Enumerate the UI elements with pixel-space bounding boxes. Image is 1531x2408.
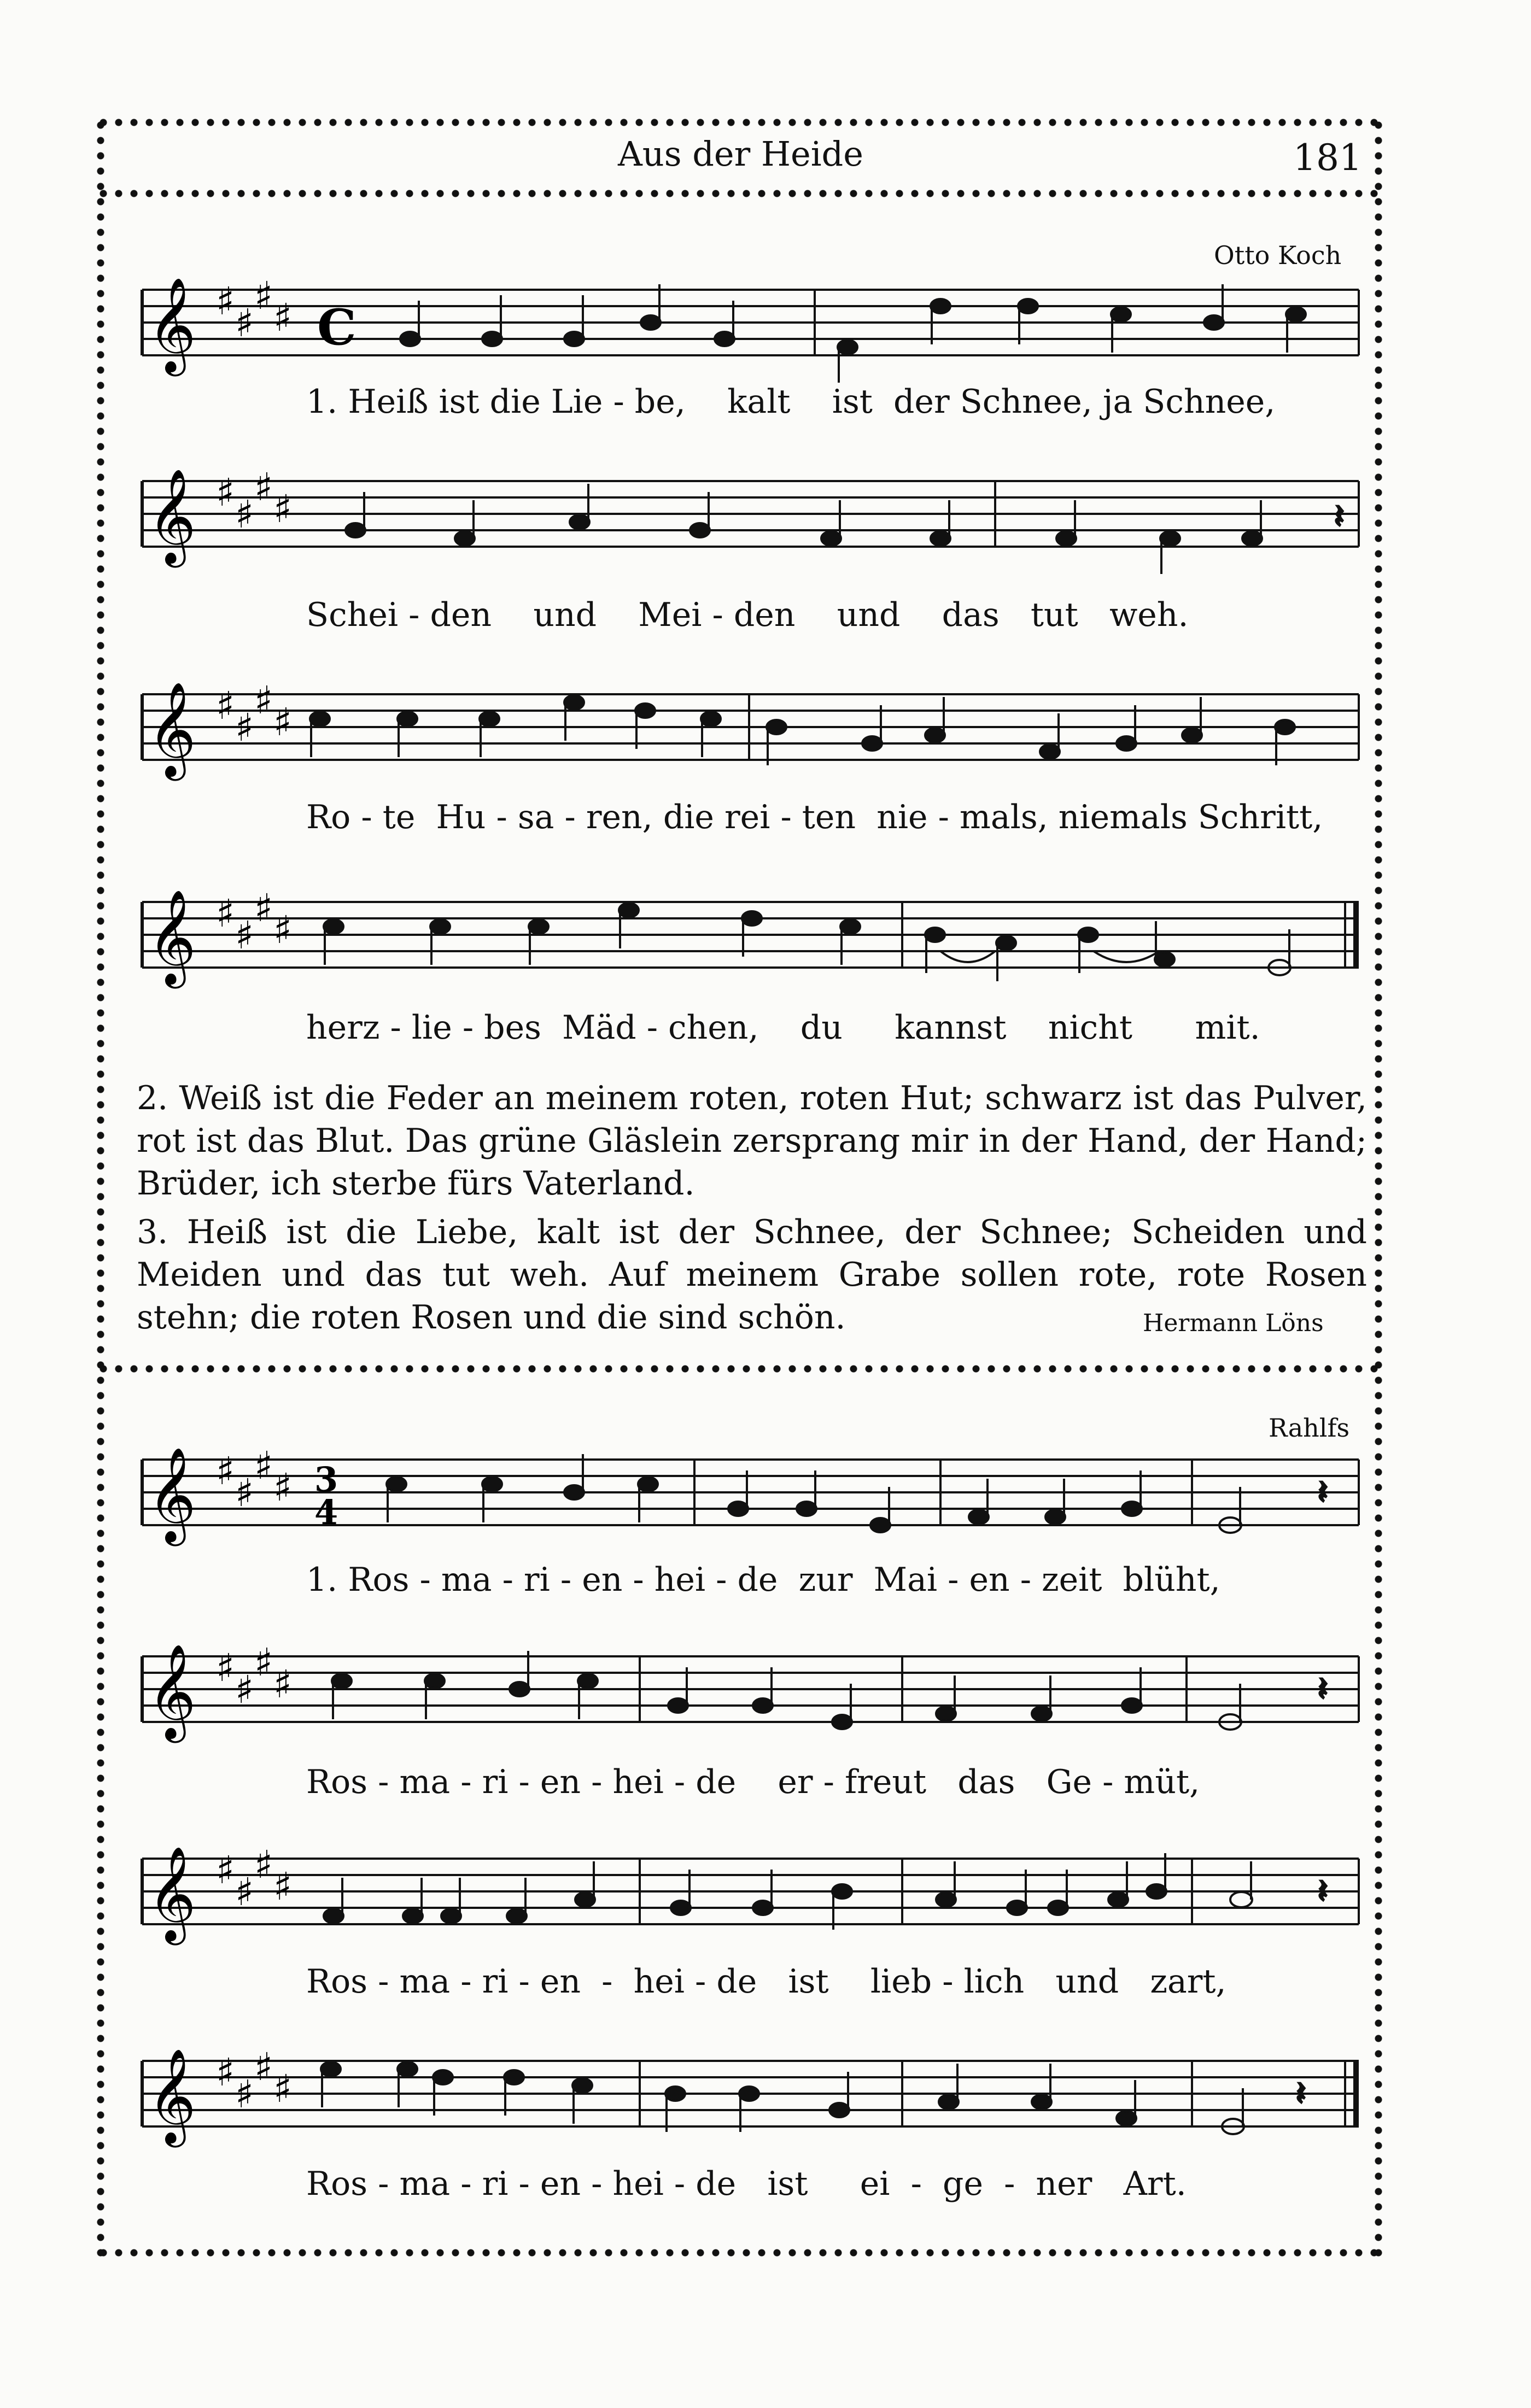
svg-text:𝄽: 𝄽 (1318, 1670, 1328, 1708)
svg-text:♯: ♯ (216, 1645, 235, 1690)
svg-text:𝄞: 𝄞 (148, 1846, 196, 1941)
page-number: 181 (1293, 137, 1362, 179)
svg-text:♯: ♯ (216, 279, 235, 324)
svg-text:𝄞: 𝄞 (148, 1447, 196, 1542)
svg-text:𝄞: 𝄞 (148, 682, 196, 777)
lyricist-credit: Hermann Löns (1143, 1309, 1324, 1337)
verse-3: 3. Heiß ist die Liebe, kalt ist der Schnee, der Schnee; Scheiden und Meiden und das tut weh. Auf meinem Grabe sollen rote, rote Rosen stehn; die roten Rosen und die sind schön. (137, 1213, 1367, 1337)
svg-text:♯: ♯ (254, 1640, 273, 1685)
staff-svg (142, 262, 1359, 372)
verse-2: 2. Weiß ist die Feder an meinem roten, roten Hut; schwarz ist das Pulver, rot ist das Blut. Das grüne Gläslein zersprang mir in der Hand, der Hand; Brüder, ich sterbe fürs Vaterland. (137, 1079, 1367, 1203)
lyric-line: Ro - te Hu - sa - ren, die rei - ten nie - mals, niemals Schritt, (306, 798, 1323, 836)
svg-text:♯: ♯ (216, 1848, 235, 1893)
svg-text:♯: ♯ (235, 1470, 254, 1515)
treble-clef-icon: 𝄞 (148, 277, 196, 372)
lyric-line: 1. Ros - ma - ri - en - hei - de zur Mai - en - zeit blüht, (306, 1561, 1220, 1599)
svg-text:♯: ♯ (235, 492, 254, 537)
svg-text:♯: ♯ (273, 907, 292, 952)
svg-text:♯: ♯ (254, 678, 273, 723)
svg-text:𝄽: 𝄽 (1318, 1872, 1328, 1911)
lyric-line: herz - lie - bes Mäd - chen, du kannst nicht mit. (306, 1009, 1260, 1047)
svg-text:𝄞: 𝄞 (148, 2048, 196, 2143)
svg-text:♯: ♯ (254, 886, 273, 930)
svg-text:♯: ♯ (235, 1870, 254, 1914)
svg-text:♯: ♯ (235, 301, 254, 345)
composer-credit: Rahlfs (1269, 1413, 1350, 1443)
svg-text:4: 4 (314, 1492, 338, 1532)
lyric-line: Ros - ma - ri - en - hei - de er - freut das Ge - müt, (306, 1763, 1200, 1801)
svg-text:𝄽: 𝄽 (1334, 497, 1345, 536)
svg-text:♯: ♯ (273, 2066, 292, 2111)
svg-text:♯: ♯ (254, 465, 273, 509)
lyric-line: Schei - den und Mei - den und das tut weh. (306, 596, 1189, 634)
svg-text:♯: ♯ (216, 470, 235, 515)
svg-text:♯: ♯ (216, 891, 235, 936)
svg-text:♯: ♯ (235, 1667, 254, 1712)
svg-text:♯: ♯ (216, 2050, 235, 2095)
lyric-line: Ros - ma - ri - en - hei - de ist lieb - lich und zart, (306, 1962, 1226, 2001)
svg-text:𝄽: 𝄽 (1296, 2075, 1306, 2113)
svg-text:♯: ♯ (273, 1662, 292, 1707)
svg-text:♯: ♯ (254, 273, 273, 318)
lyric-line: 1. Heiß ist die Lie - be, kalt ist der Schnee, ja Schnee, (306, 383, 1276, 421)
lyric-line: Ros - ma - ri - en - hei - de ist ei - ge - ner Art. (306, 2165, 1187, 2203)
svg-text:♯: ♯ (235, 705, 254, 750)
svg-text:♯: ♯ (235, 2072, 254, 2117)
svg-text:♯: ♯ (216, 683, 235, 728)
sharp-icon (216, 273, 292, 345)
svg-text:♯: ♯ (254, 1842, 273, 1887)
svg-text:♯: ♯ (273, 487, 292, 531)
svg-text:♯: ♯ (235, 913, 254, 958)
page-title: Aus der Heide (618, 134, 863, 174)
three-four-time-icon (314, 1460, 338, 1532)
svg-text:𝄽: 𝄽 (1318, 1473, 1328, 1511)
svg-text:♯: ♯ (254, 2044, 273, 2089)
common-time-icon: C (317, 298, 357, 356)
svg-text:♯: ♯ (254, 1443, 273, 1488)
svg-text:𝄞: 𝄞 (148, 889, 196, 985)
svg-text:♯: ♯ (273, 700, 292, 745)
svg-text:𝄞: 𝄞 (148, 1644, 196, 1739)
svg-text:3: 3 (314, 1460, 338, 1499)
svg-text:𝄞: 𝄞 (148, 468, 196, 564)
composer-credit: Otto Koch (1214, 241, 1342, 270)
svg-text:♯: ♯ (273, 1465, 292, 1510)
svg-text:♯: ♯ (216, 1449, 235, 1493)
svg-text:♯: ♯ (273, 295, 292, 340)
svg-text:♯: ♯ (273, 1864, 292, 1909)
